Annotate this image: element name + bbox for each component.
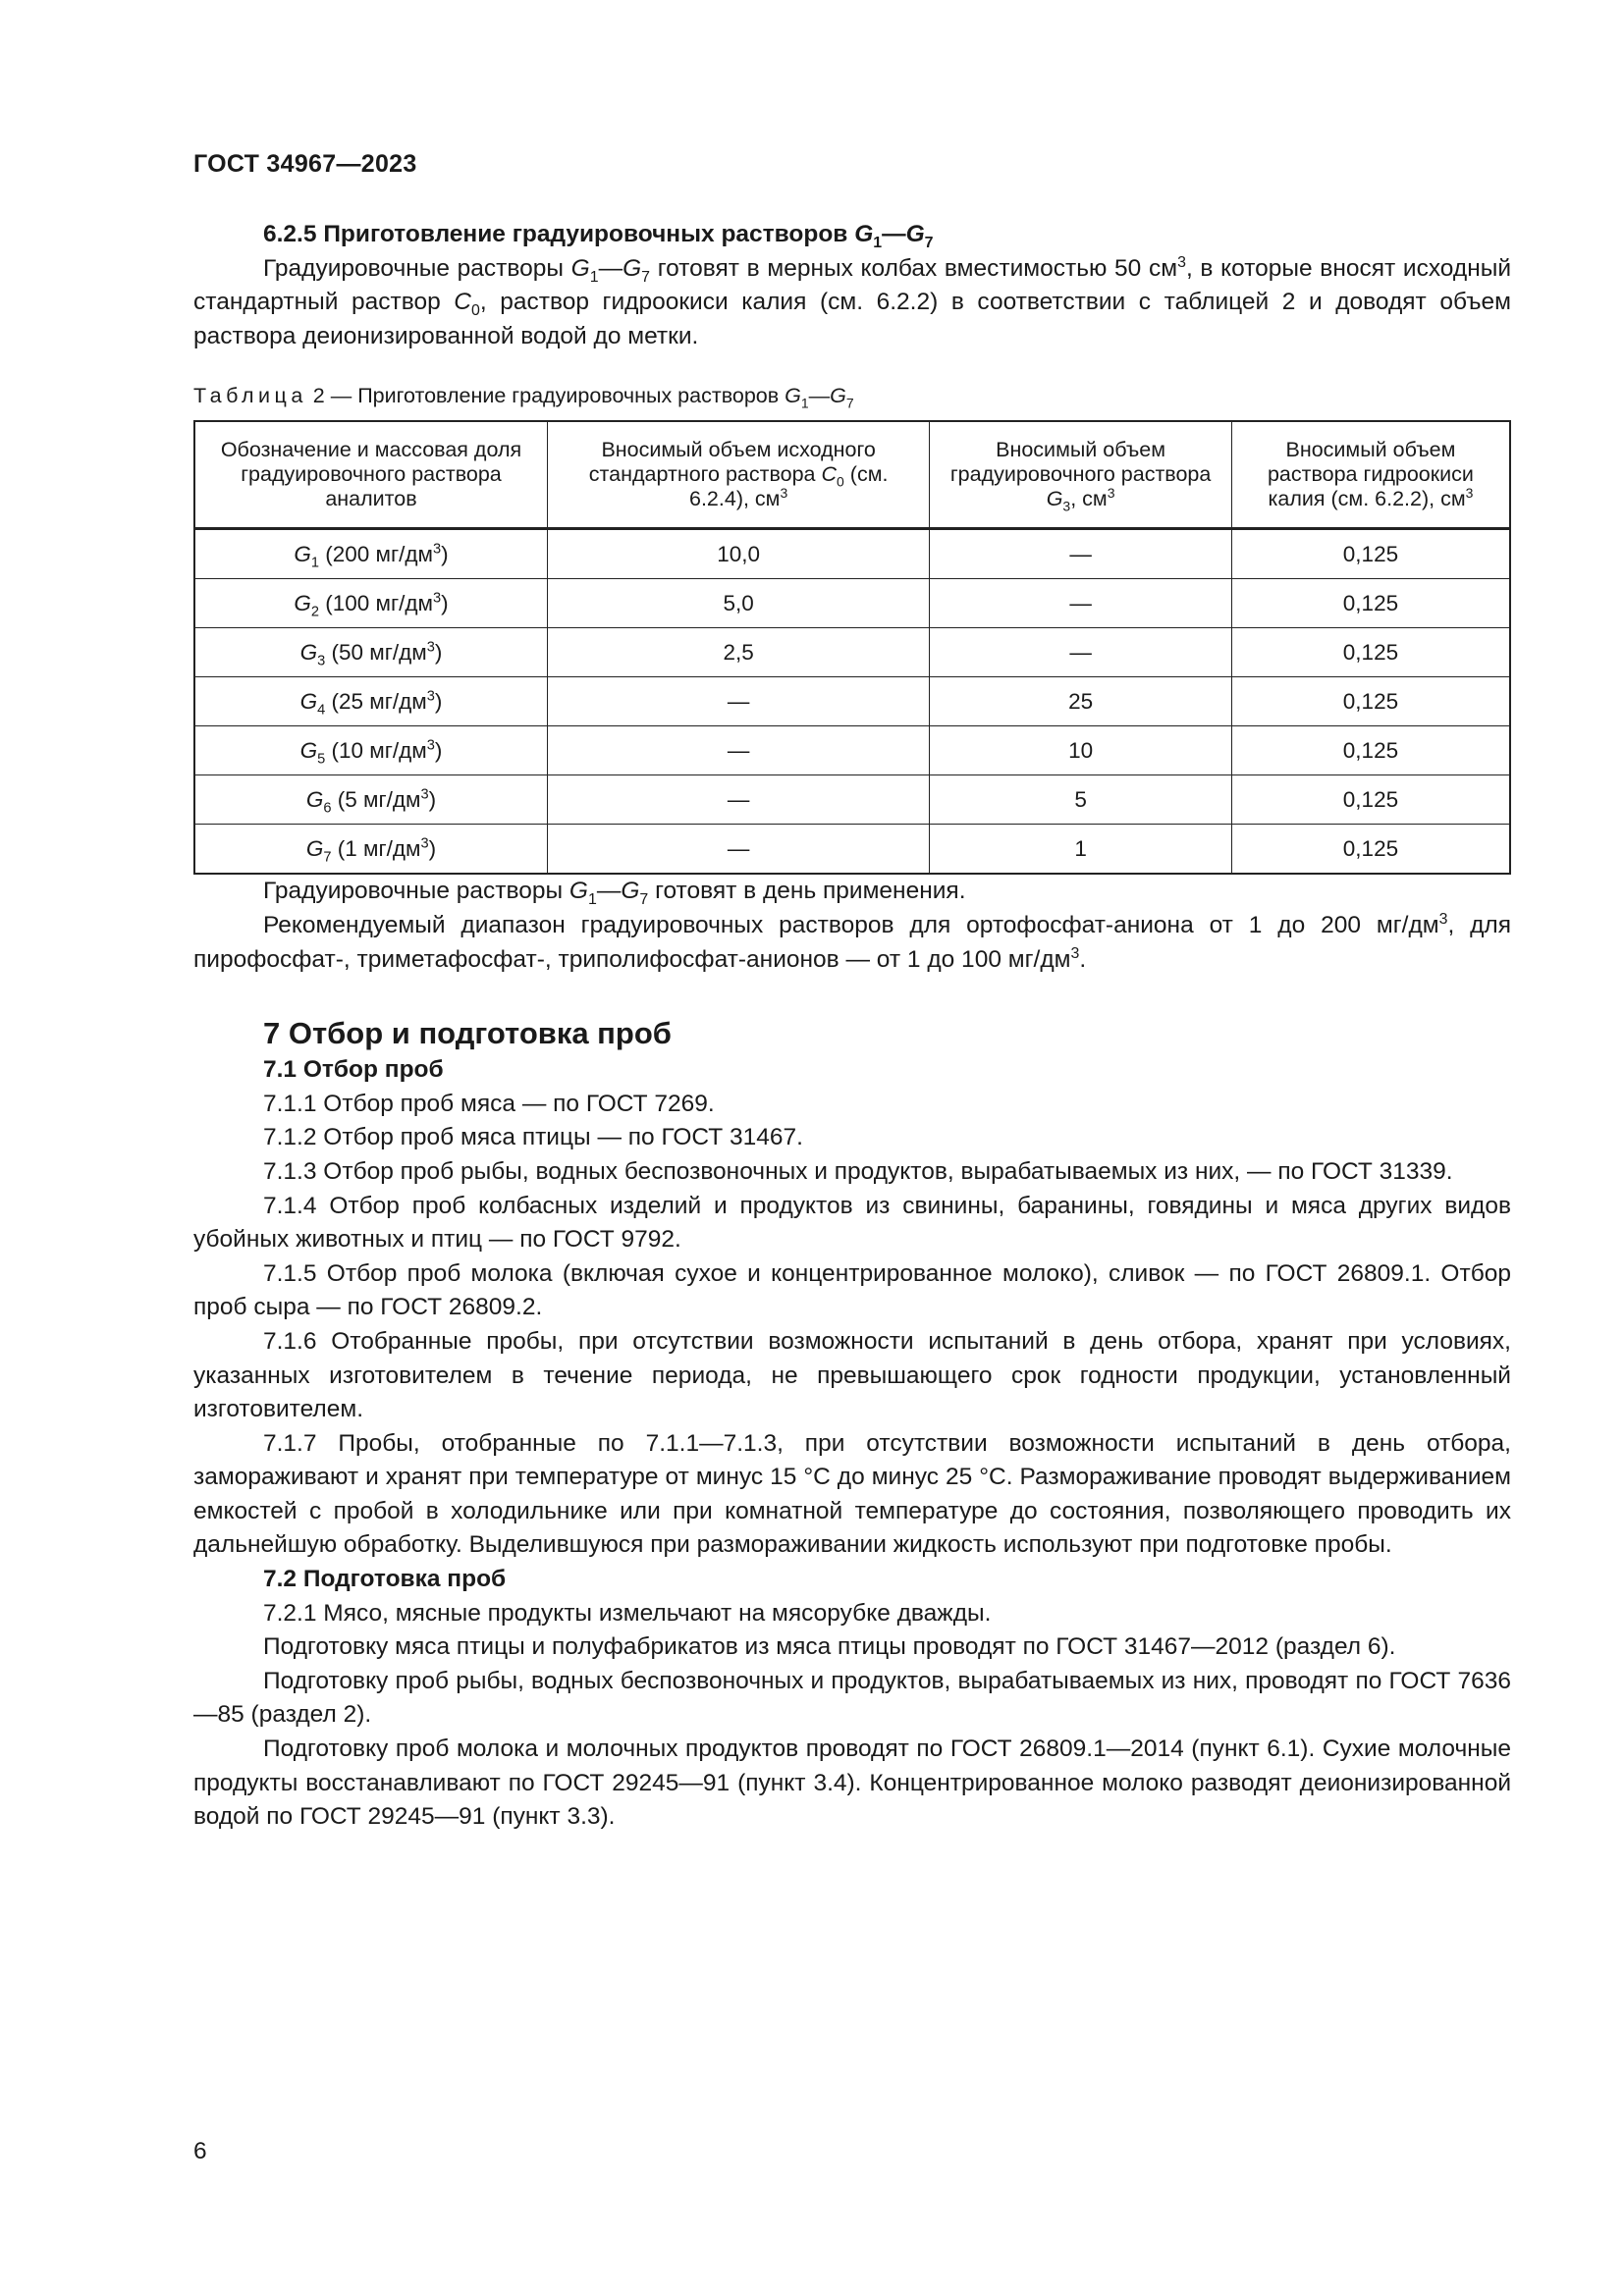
- paragraph-7-2-1: 7.2.1 Мясо, мясные продукты измельчают на мясорубке дважды.: [263, 1599, 992, 1627]
- cell-c0: —: [547, 825, 929, 875]
- cell-designation: $G_2$ (100 $мг/дм^3$): [194, 579, 547, 628]
- paragraph-7-2-1-poultry: Подготовку мяса птицы и полуфабрикатов из мяса птицы проводят по ГОСТ 31467—2012 (раздел 6).: [263, 1633, 1396, 1661]
- header-designation: Обозначение и массовая доля градуировочного раствора аналитов: [194, 421, 547, 529]
- table-row: [194, 529, 1510, 579]
- table-row: [194, 628, 1510, 677]
- cell-koh: 0,125: [1231, 628, 1510, 677]
- cell-koh: 0,125: [1231, 529, 1510, 579]
- paragraph-7-1-4: 7.1.4 Отбор проб колбасных изделий и продуктов из свинины, баранины, говядины и мяса других видов убойных животных и птиц — по ГОСТ 9792.: [193, 1192, 1511, 1254]
- cell-g3: —: [930, 579, 1232, 628]
- cell-c0: 5,0: [547, 579, 929, 628]
- cell-g3: 10: [930, 726, 1232, 775]
- table-row: [194, 825, 1510, 875]
- cell-koh: 0,125: [1231, 775, 1510, 825]
- paragraph-7-2-1-milk: Подготовку проб молока и молочных продуктов проводят по ГОСТ 26809.1—2014 (пункт 6.1). Сухие молочные продукты восстанавливают по ГОСТ 29245—91 (пункт 3.4). Концентрированное молоко разводят деионизированной водой по ГОСТ 29245—91 (пункт 3.3).: [193, 1735, 1511, 1831]
- subsection-7-1-heading: 7.1 Отбор проб: [263, 1056, 444, 1084]
- cell-g3: 1: [930, 825, 1232, 875]
- paragraph-7-1-6: 7.1.6 Отобранные пробы, при отсутствии возможности испытаний в день отбора, хранят при условиях, указанных изготовителем в течение периода, не превышающего срок годности продукции, установленный изготовителем.: [193, 1327, 1511, 1423]
- cell-koh: 0,125: [1231, 726, 1510, 775]
- cell-designation: $G_4$ (25 $мг/дм^3$): [194, 677, 547, 726]
- cell-g3: —: [930, 529, 1232, 579]
- cell-g3: 5: [930, 775, 1232, 825]
- cell-designation: $G_3$ (50 $мг/дм^3$): [194, 628, 547, 677]
- cell-c0: —: [547, 775, 929, 825]
- document-body: [193, 218, 1511, 1835]
- paragraph-7-1-3: 7.1.3 Отбор проб рыбы, водных беспозвоночных и продуктов, вырабатываемых из них, — по ГОСТ 31339.: [263, 1157, 1453, 1185]
- table-2-caption: Таблица 2 — Приготовление градуировочных растворов $G_1—G_7$: [193, 384, 854, 411]
- table-header-row: [194, 421, 1510, 529]
- table-row: [194, 677, 1510, 726]
- paragraph-7-1-5: 7.1.5 Отбор проб молока (включая сухое и концентрированное молоко), сливок — по ГОСТ 26809.1. Отбор проб сыра — по ГОСТ 26809.2.: [193, 1259, 1511, 1321]
- paragraph-7-1-7: 7.1.7 Пробы, отобранные по 7.1.1—7.1.3, при отсутствии возможности испытаний в день отбора, замораживают и хранят при температуре от минус 15 °С до минус 25 °С. Размораживание проводят выдерживанием емкостей с пробой в холодильнике или при комнатной температуре до состояния, позволяющего проводить их дальнейшую обработку. Выделившуюся при размораживании жидкость используют при подготовке пробы.: [193, 1429, 1511, 1559]
- paragraph-7-1-1: 7.1.1 Отбор проб мяса — по ГОСТ 7269.: [263, 1090, 715, 1117]
- header-koh-volume: Вносимый объем раствора гидроокиси калия (см. 6.2.2), $см^3$: [1231, 421, 1510, 529]
- table-2: [193, 420, 1511, 875]
- cell-koh: 0,125: [1231, 677, 1510, 726]
- cell-g3: —: [930, 628, 1232, 677]
- document-code: ГОСТ 34967—2023: [193, 150, 417, 178]
- cell-g3: 25: [930, 677, 1232, 726]
- header-c0-volume: Вносимый объем исходного стандартного раствора $C_0$ (см. 6.2.4), $см^3$: [547, 421, 929, 529]
- cell-c0: 10,0: [547, 529, 929, 579]
- page-number: 6: [193, 2138, 207, 2164]
- cell-c0: —: [547, 677, 929, 726]
- subsection-7-2-heading: 7.2 Подготовка проб: [263, 1566, 507, 1593]
- cell-koh: 0,125: [1231, 579, 1510, 628]
- cell-c0: —: [547, 726, 929, 775]
- section-7-heading: 7 Отбор и подготовка проб: [263, 1016, 672, 1051]
- cell-designation: $G_5$ (10 $мг/дм^3$): [194, 726, 547, 775]
- paragraph-7-1-2: 7.1.2 Отбор проб мяса птицы — по ГОСТ 31467.: [263, 1124, 803, 1151]
- cell-designation: $G_7$ (1 $мг/дм^3$): [194, 825, 547, 875]
- cell-designation: $G_6$ (5 $мг/дм^3$): [194, 775, 547, 825]
- cell-koh: 0,125: [1231, 825, 1510, 875]
- cell-designation: $G_1$ (200 $мг/дм^3$): [194, 529, 547, 579]
- table-row: [194, 579, 1510, 628]
- subsection-6-2-5-heading: 6.2.5 Приготовление градуировочных растворов $G_1—G_7$: [263, 221, 934, 251]
- paragraph-6-2-5: Градуировочные растворы $G_1—G_7$ готовят в мерных колбах вместимостью 50 $см^3$, в которые вносят исходный стандартный раствор $C_0$, раствор гидроокиси калия (см. 6.2.2) в соответствии с таблицей 2 и доводят объем раствора деионизированной водой до метки.: [193, 253, 1512, 349]
- table-row: [194, 775, 1510, 825]
- table-row: [194, 726, 1510, 775]
- paragraph-7-2-1-fish: Подготовку проб рыбы, водных беспозвоночных и продуктов, вырабатываемых из них, проводят по ГОСТ 7636—85 (раздел 2).: [193, 1667, 1511, 1729]
- header-g3-volume: Вносимый объем градуировочного раствора $G_3$, $см^3$: [930, 421, 1232, 529]
- cell-c0: 2,5: [547, 628, 929, 677]
- paragraph-recommended-range: Рекомендуемый диапазон градуировочных растворов для ортофосфат-аниона от 1 до 200 $мг/дм^3$, для пирофосфат-, триметафосфат-, триполифосфат-анионов — от 1 до 100 $мг/дм^3$.: [193, 910, 1511, 973]
- paragraph-prepared-same-day: Градуировочные растворы $G_1—G_7$ готовят в день применения.: [263, 878, 966, 909]
